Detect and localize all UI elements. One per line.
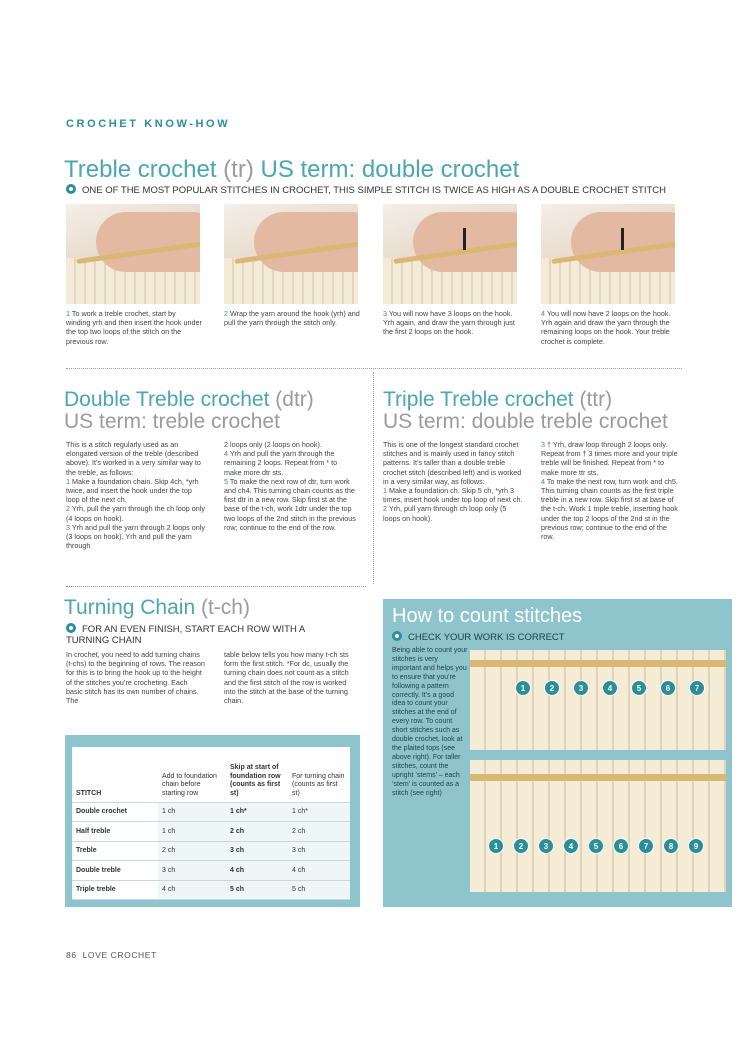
ttr-us-term: US term: double treble crochet (383, 410, 668, 433)
count-badge: 4 (602, 680, 618, 696)
step-photo-3 (383, 204, 517, 304)
treble-subtitle (66, 184, 666, 196)
count-badge: 4 (563, 838, 579, 854)
step-caption-4: 4 You will now have 2 loops on the hook. Yrh again and draw the yarn through the remaining loops on the hook. Your treble crochet is complete. (541, 309, 671, 346)
dtr-col-2: 2 loops only (2 loops on hook). 4 Yrh and pull the yarn through the remaining 2 loops. Repeat from * to make more dtr sts. 5 To make the next row of dtr, turn work and ch4. This turning chain counts as the first dtr in a new row. Skip first st at the base of the t-ch, work 1dtr under the top two loops of the 2nd stitch in the previous row; continue to the end of the row. (224, 440, 356, 532)
step-photo-1 (66, 204, 200, 304)
table-row: Triple treble 4 ch 5 ch 5 ch (72, 880, 350, 900)
table-header: Skip at start of foundation row (counts as first st) (226, 747, 288, 802)
step-caption-1: 1 To work a treble crochet, start by winding yrh and then insert the hook under the top two loops of the stitch on the previous row. (66, 309, 202, 346)
count-badge: 8 (663, 838, 679, 854)
flower-icon (392, 631, 402, 641)
count-badge: 7 (638, 838, 654, 854)
turning-col-2: table below tells you how many t-ch sts form the first stitch. *For dc, usually the turning chain does not count as a stitch and the first stitch of the row is worked into the stitch at the base of the turning chain. (224, 650, 349, 706)
count-subtitle: CHECK YOUR WORK IS CORRECT (392, 631, 565, 643)
table-header: STITCH (72, 747, 158, 802)
page-number: 86 (66, 950, 77, 960)
ttr-title: Triple Treble crochet (ttr) (383, 388, 613, 411)
table-header: Add to foundation chain before starting row (158, 747, 226, 802)
table-row: Half treble 1 ch 2 ch 2 ch (72, 822, 350, 842)
step-caption-2: 2 Wrap the yarn around the hook (yrh) and pull the yarn through the stitch only. (224, 309, 360, 328)
count-badge: 5 (631, 680, 647, 696)
turning-subtitle: FOR AN EVEN FINISH, START EACH ROW WITH A TURNING CHAIN (66, 624, 306, 646)
treble-title-abbr: (tr) (216, 156, 254, 183)
turning-chain-table (72, 747, 350, 900)
treble-subtitle-text: ONE OF THE MOST POPULAR STITCHES IN CROCHET, THIS SIMPLE STITCH IS TWICE AS HIGH AS A DOUBLE CROCHET STITCH (82, 185, 666, 196)
table-header: For turning chain (counts as first st) (288, 747, 350, 802)
count-badge: 9 (688, 838, 704, 854)
treble-title-us: US term: double crochet (253, 156, 520, 183)
table-row: Double treble 3 ch 4 ch 4 ch (72, 861, 350, 881)
count-badge: 3 (573, 680, 589, 696)
divider-2 (66, 586, 366, 587)
treble-title (64, 156, 519, 184)
dtr-us-term: US term: treble crochet (64, 410, 280, 433)
divider (66, 368, 682, 369)
table-row: Treble 2 ch 3 ch 3 ch (72, 841, 350, 861)
dtr-title: Double Treble crochet (dtr) (64, 388, 314, 411)
count-badge: 7 (689, 680, 705, 696)
count-badge: 5 (588, 838, 604, 854)
turning-col-1: In crochet, you need to add turning chains (t-chs) to the beginning of rows. The reason for this is to bring the hook up to the height of the stitches you’re crocheting. Each basic stitch has its own number of chains. The (66, 650, 205, 706)
count-badge: 6 (613, 838, 629, 854)
count-badge: 1 (488, 838, 504, 854)
dtr-col-1: This is a stitch regularly used as an elongated version of the treble (described above). It’s worked in a very similar way to the treble, as follows: 1 Make a foundation chain. Skip 4ch, *yrh twice, and insert the hook under the top loop of the next ch. 2 Yrh, pull the yarn through the ch loop only (4 loops on hook). 3 Yrh and pull the yarn through 2 loops only (3 loops on hook). Yrh and pull the yarn through (66, 440, 205, 551)
table-row: Double crochet 1 ch 1 ch* 1 ch* (72, 802, 350, 822)
count-badge: 3 (538, 838, 554, 854)
turning-title: Turning Chain (t-ch) (64, 596, 250, 619)
page-footer (66, 950, 157, 960)
count-title: How to count stitches (392, 605, 583, 627)
swatch-top (470, 650, 726, 750)
step-caption-3: 3 You will now have 3 loops on the hook. Yrh again, and draw the yarn through just the first 2 loops on the hook. (383, 309, 515, 337)
step-photo-2 (224, 204, 358, 304)
magazine-name: LOVE CROCHET (82, 950, 157, 960)
count-text: Being able to count your stitches is very important and helps you to ensure that you’re following a pattern correctly. It’s a good idea to count your stitches at the end of every row. To count short stitches such as double crochet, look at the plaited tops (see above right). For taller stitches, count the upright ‘stems’ – each ‘stem’ is counted as a stitch (see right) (392, 647, 468, 797)
treble-title-main: Treble crochet (64, 156, 217, 183)
flower-icon (66, 623, 76, 633)
count-badge: 6 (660, 680, 676, 696)
ttr-col-1: This is one of the longest standard crochet stitches and is mainly used in fancy stitch patterns. It’s taller than a double treble crochet stitch (described left) and is worked in a very similar way, as follows: 1 Make a foundation ch. Skip 5 ch, *yrh 3 times, insert hook under top loop of next ch. 2 Yrh, pull yarn through ch loop only (5 loops on hook). (383, 440, 523, 523)
step-photo-4 (541, 204, 675, 304)
flower-icon (66, 184, 76, 194)
count-badge: 2 (513, 838, 529, 854)
section-label: CROCHET KNOW-HOW (66, 118, 231, 130)
ttr-col-2: 3 † Yrh, draw loop through 2 loops only. Repeat from † 3 times more and your triple treble will be finished. Repeat from * to make more ttr sts. 4 To make the next row, turn work and ch5. This turning chain counts as the first triple treble in a new row. Skip first st at base of the t-ch. Work 1 triple treble, inserting hook under the top 2 loops of the 2nd st in the previous row; continue to the end of the row. (541, 440, 678, 542)
swatch-bottom (470, 760, 726, 892)
count-badge: 1 (515, 680, 531, 696)
count-badge: 2 (544, 680, 560, 696)
column-divider (373, 372, 374, 584)
